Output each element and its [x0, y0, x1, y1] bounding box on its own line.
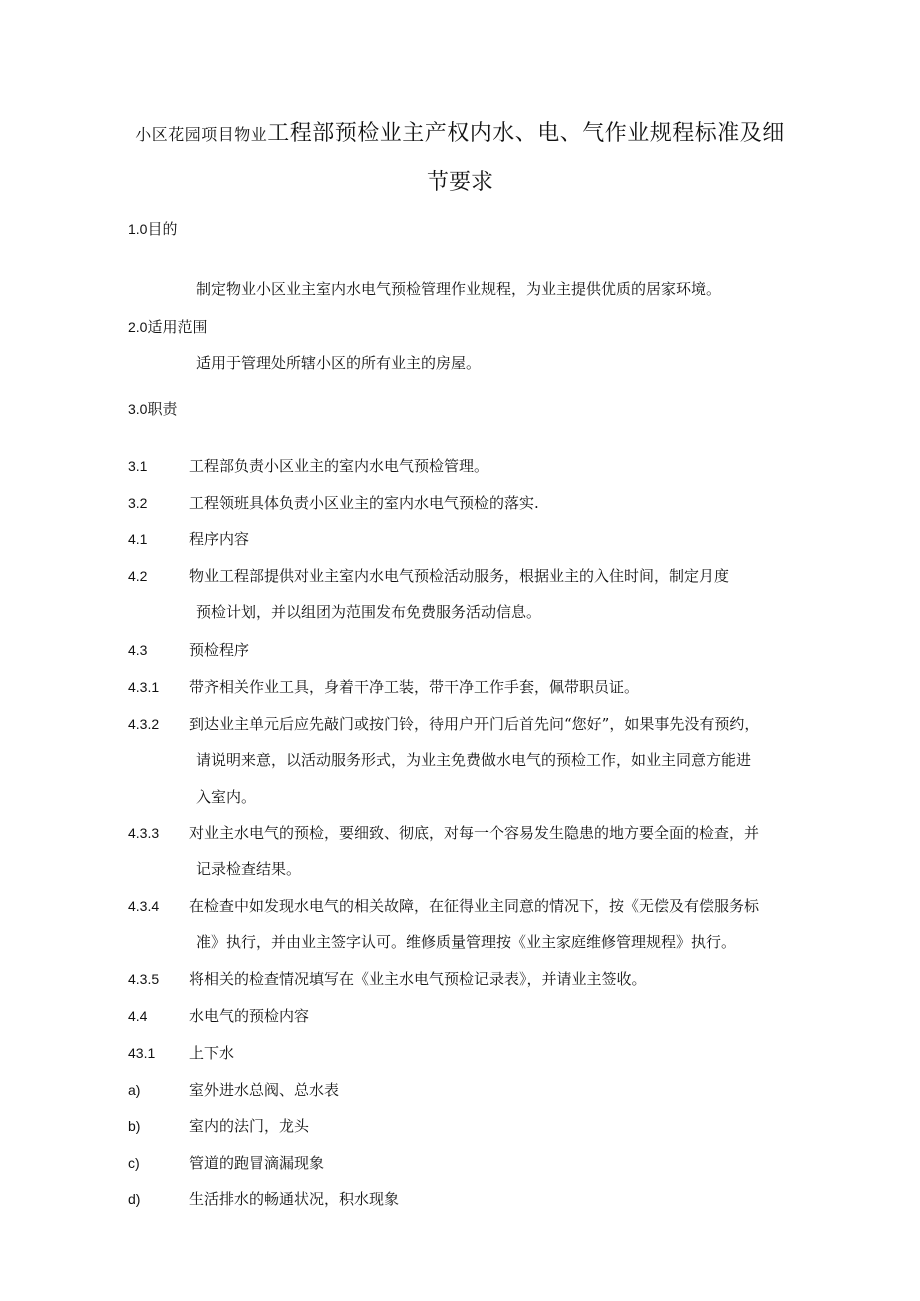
- item-number: b): [128, 1118, 141, 1134]
- item-number: 3.2: [128, 495, 148, 511]
- item-continuation: 请说明来意，以活动服务形式，为业主免费做水电气的预检工作，如业主同意方能进: [196, 751, 752, 769]
- purpose-body: 制定物业小区业主室内水电气预检管理作业规程，为业主提供优质的居家环境。: [196, 280, 722, 298]
- list-item: [128, 676, 640, 698]
- list-item: [128, 822, 760, 844]
- item-number: 43.1: [128, 1045, 156, 1061]
- item-text: 对业主水电气的预检，要细致、彻底，对每一个容易发生隐患的地方要全面的检查，并: [189, 824, 760, 842]
- list-item: [128, 1005, 310, 1027]
- section-title: 适用范围: [147, 318, 208, 336]
- section-heading-purpose: [128, 218, 177, 240]
- list-item: [128, 1188, 400, 1210]
- section-heading-duties: [128, 398, 177, 420]
- scope-body: 适用于管理处所辖小区的所有业主的房屋。: [196, 354, 482, 372]
- title-line-1: [120, 116, 800, 153]
- item-number: 4.1: [128, 531, 148, 547]
- item-text: 水电气的预检内容: [189, 1007, 310, 1025]
- list-item: [128, 455, 490, 477]
- item-number: 4.3.2: [128, 716, 160, 732]
- section-heading-scope: [128, 316, 207, 338]
- item-number: a): [128, 1082, 141, 1098]
- list-item: [128, 968, 647, 990]
- list-item: [128, 713, 760, 735]
- item-number: 4.3: [128, 642, 148, 658]
- item-continuation: 预检计划，并以组团为范围发布免费服务活动信息。: [196, 603, 542, 621]
- item-text: 上下水: [189, 1044, 235, 1062]
- item-text: 预检程序: [189, 641, 250, 659]
- item-text: 在检查中如发现水电气的相关故障，在征得业主同意的情况下，按《无偿及有偿服务标: [189, 897, 760, 915]
- section-number: 1.0: [128, 221, 148, 237]
- item-text: 程序内容: [189, 530, 250, 548]
- title-main: 工程部预检业主产权内水、电、气作业规程标准及细: [267, 121, 785, 146]
- item-text: 工程领班具体负责小区业主的室内水电气预检的落实.: [189, 494, 539, 512]
- title-line-2: 节要求: [426, 170, 493, 195]
- list-item: [128, 1042, 235, 1064]
- list-item: [128, 1079, 340, 1101]
- item-number: 4.3.1: [128, 679, 160, 695]
- section-number: 2.0: [128, 319, 148, 335]
- item-number: 4.3.3: [128, 825, 160, 841]
- item-text: 将相关的检查情况填写在《业主水电气预检记录表》，并请业主签收。: [189, 970, 647, 988]
- item-number: c): [128, 1155, 140, 1171]
- item-text: 室外进水总阀、总水表: [189, 1081, 340, 1099]
- list-item: [128, 528, 250, 550]
- item-text: 室内的法门，龙头: [189, 1117, 310, 1135]
- item-number: d): [128, 1191, 141, 1207]
- item-number: 3.1: [128, 458, 148, 474]
- list-item: [128, 565, 730, 587]
- item-text: 物业工程部提供对业主室内水电气预检活动服务，根据业主的入住时间，制定月度: [189, 567, 730, 585]
- document-title: [120, 116, 800, 201]
- list-item: [128, 1152, 325, 1174]
- title-prefix: 小区花园项目物业: [135, 125, 268, 144]
- section-title: 职责: [147, 400, 178, 418]
- list-item: [128, 639, 250, 661]
- item-number: 4.2: [128, 568, 148, 584]
- item-text: 生活排水的畅通状况，积水现象: [189, 1190, 400, 1208]
- section-title: 目的: [147, 220, 178, 238]
- item-number: 4.3.5: [128, 971, 160, 987]
- item-text: 管道的跑冒滴漏现象: [189, 1154, 325, 1172]
- item-text: 工程部负责小区业主的室内水电气预检管理。: [189, 457, 490, 475]
- item-text: 到达业主单元后应先敲门或按门铃，待用户开门后首先问“您好”，如果事先没有预约，: [189, 715, 760, 733]
- item-number: 4.4: [128, 1008, 148, 1024]
- item-continuation: 入室内。: [196, 788, 257, 806]
- section-number: 3.0: [128, 401, 148, 417]
- list-item: [128, 492, 539, 514]
- item-text: 带齐相关作业工具，身着干净工装，带干净工作手套，佩带职员证。: [189, 678, 640, 696]
- list-item: [128, 1115, 310, 1137]
- item-number: 4.3.4: [128, 898, 160, 914]
- item-continuation: 记录检查结果。: [196, 860, 302, 878]
- item-continuation: 准》执行，并由业主签字认可。维修质量管理按《业主家庭维修管理规程》执行。: [196, 933, 737, 951]
- list-item: [128, 895, 760, 917]
